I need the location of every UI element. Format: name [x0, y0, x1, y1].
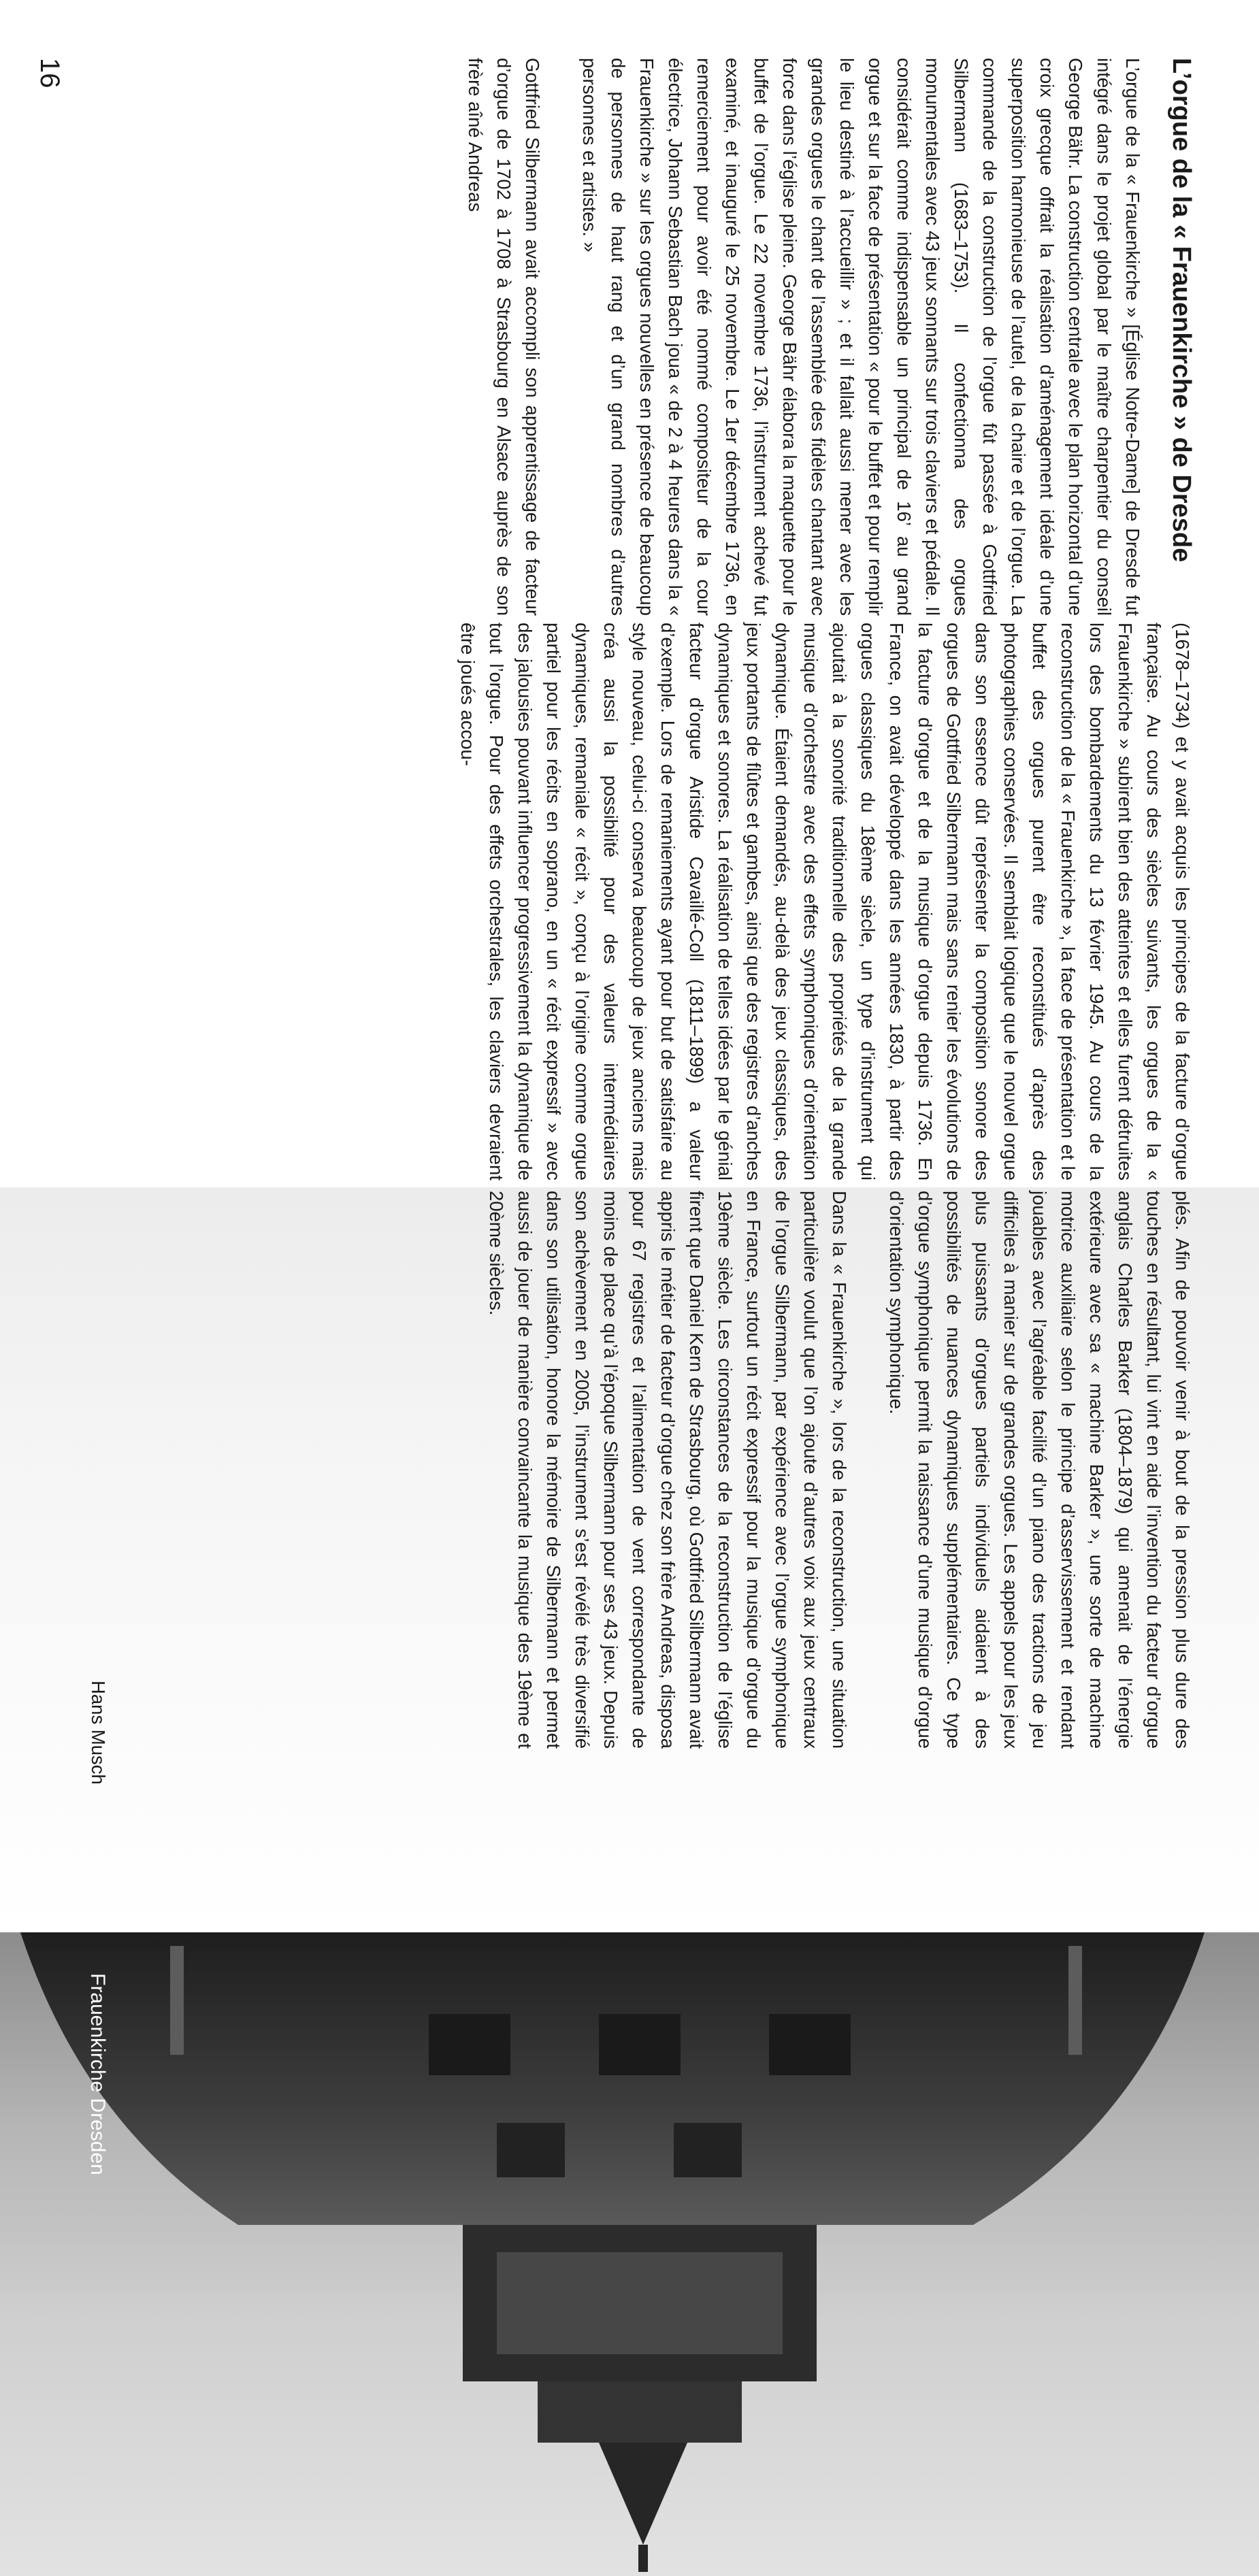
photo-caption: Frauenkirche Dresden: [86, 1973, 109, 2175]
paragraph: Gottfried Silbermann avait accompli son apprentissage de facteur d’orgue de 1702 à 1708 à Strasbourg en Alsace auprès de son frère aîné Andreas: [465, 58, 543, 616]
page-number: 16: [35, 58, 65, 88]
text-column-3: [482, 1191, 1196, 1749]
dome-photo: [0, 1932, 1259, 2576]
article-title: L’orgue de la « Frauenkirche » de Dresde: [1167, 58, 1196, 563]
paragraph: plés. Afin de pouvoir venir à bout de la pression plus dure des touches en résultant, lui vint en aide l’invention du facteur d’orgue anglais Charles Barker (1804–1879) qui amenait de l’énergie extérieure avec sa « machine Barker », une sorte de machine motrice auxiliaire selon le principe d’asservissement et rendant jouables avec l’agréable facilité d’un piano des tractions de jeu difficiles à manier sur de grandes orgues. Les appels pour les jeux plus puissants d’orgues partiels individuels aidaient à des possibilités de nuances dynamiques supplémentaires. Ce type d’orgue symphonique permit la naissance d’une musique d’orgue d’orientation symphonique.: [886, 1191, 1193, 1749]
paragraph: Dans la « Frauenkirche », lors de la reconstruction, une situation particulière voulut que l’on ajoute d’autres voix aux jeux centraux de l’orgue Silbermann, par expérience avec l’orgue symphonique en France, surtout un récit expressif pour la musique d’orgue du 19ème siècle. Les circonstances de la reconstruction de l’église firent que Daniel Kern de Strasbourg, où Gottfried Silbermann avait appris le métier de facteur d’orgue chez son frère Andreas, disposa pour 67 registres et l’alimentation de vent correspondante de moins de place qu’à l’époque Silbermann pour ses 43 jeux. Depuis son achèvement en 2005, l’instrument s’est révélé très diversifié dans son utilisation, honore la mémoire de Silbermann et permet aussi de jouer de manière convaincante la musique des 19ème et 20ème siècles.: [486, 1191, 850, 1749]
text-column-2: [453, 623, 1196, 1180]
paragraph: L’orgue de la « Frauenkirche » [Église Notre-Dame] de Dresde fut intégré dans le projet global par le maître charpentier du conseil George Bähr. La construction centrale avec le plan horizontal d’une croix grecque offrait la réalisation d’aménagement idéale d’une superposition harmonieuse de l’autel, de la chaire et de l’orgue. La commande de la construction de l’orgue fût passée à Gottfried Silbermann (1683–1753). Il confectionna des orgues monumentales avec 43 jeux sonnants sur trois claviers et pédale. Il considérait comme indispensable un principal de 16’ au grand orgue et sur la face de présentation « pour le buffet et pour remplir le lieu destiné à l’accueillir » ; et il fallait aussi mener avec les grandes orgues le chant de l’assemblée des fidèles chantant avec force dans l’église pleine. George Bähr élabora la maquette pour le buffet de l’orgue. Le 22 novembre 1736, l’instrument achevé fut examiné, et inauguré le 25 novembre. Le 1er décembre 1736, en remerciement pour avoir été nommé compositeur de la cour électrice, Johann Sebastian Bach joua « de 2 à 4 heures dans la « Frauenkirche » sur les orgues nouvelles en présence de beaucoup de personnes de haut rang et d’un grand nombres d’autres personnes et artistes. »: [579, 58, 1143, 616]
paragraph: (1678–1734) et y avait acquis les principes de la facture d’orgue française. Au cours des siècles suivants, les orgues de la « Frauenkirche » subirent bien des atteintes et elles furent détruites lors des bombardements du 13 février 1945. Au cours de la reconstruction de la « Frauenkirche », la face de présentation et le buffet des orgues purent être reconstitués d’après des photographies conservées. Il semblait logique que le nouvel orgue dans son essence dût représenter la composition sonore des orgues de Gottfried Silbermann mais sans renier les évolutions de la facture d’orgue et de la musique d’orgue depuis 1736. En France, on avait développé dans les années 1830, à partir des orgues classiques du 18ème siècle, un type d’instrument qui ajoutait à la sonorité traditionnelle des propriétés de la grande musique d’orchestre avec des effets symphoniques d’orientation dynamique. Étaient demandés, au-delà des jeux classiques, des jeux portants de flûtes et gambes, ainsi que des registres d’anches dynamiques et sonores. La réalisation de telles idées par le génial facteur d’orgue Aristide Cavaillé-Coll (1811–1899) a valeur d’exemple. Lors de remaniements ayant pour but de satisfaire au style nouveau, celui-ci conserva beaucoup de jeux anciens mais créa aussi la possibilité pour des valeurs intermédiaires dynamiques, remaniale « récit », conçu à l’origine comme orgue partiel pour les récits en soprano, en un « récit expressif » avec des jalousies pouvant influencer progressivement la dynamique de tout l’orgue. Pour des effets orchestrales, les claviers devraient être joués accou-: [457, 623, 1193, 1180]
text-column-1: [461, 58, 1147, 616]
dome-illustration: [0, 1932, 1259, 2576]
author-signature: Hans Musch: [88, 1681, 109, 1785]
